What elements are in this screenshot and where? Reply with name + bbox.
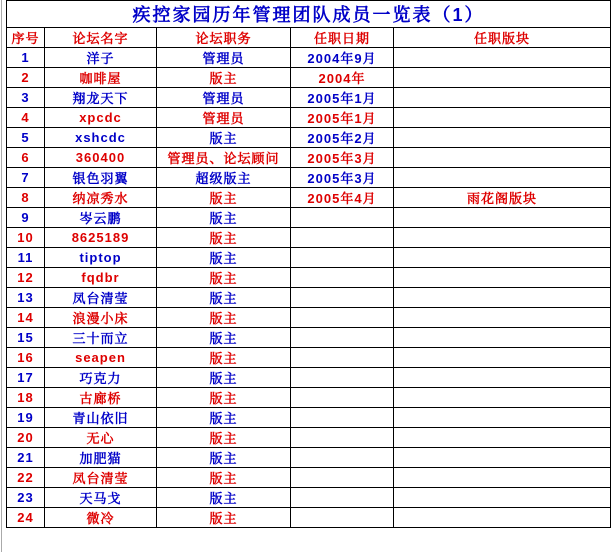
board-cell[interactable] — [394, 108, 611, 128]
row-number-cell[interactable]: 19 — [7, 408, 45, 428]
appointment-date-cell[interactable] — [291, 408, 394, 428]
table-row — [7, 328, 611, 348]
board-cell[interactable] — [394, 368, 611, 388]
table-row — [7, 128, 611, 148]
forum-role-cell[interactable]: 版主 — [157, 488, 291, 508]
table-row — [7, 288, 611, 308]
board-cell[interactable]: 雨花阁版块 — [394, 188, 611, 208]
row-number-cell[interactable]: 23 — [7, 488, 45, 508]
row-number-cell[interactable]: 6 — [7, 148, 45, 168]
row-number-cell[interactable]: 4 — [7, 108, 45, 128]
board-cell[interactable] — [394, 288, 611, 308]
board-cell[interactable] — [394, 68, 611, 88]
forum-role-cell[interactable]: 管理员 — [157, 108, 291, 128]
forum-name-cell[interactable]: 银色羽翼 — [45, 168, 157, 188]
table-row — [7, 88, 611, 108]
board-cell[interactable] — [394, 508, 611, 528]
forum-name-cell[interactable]: 浪漫小床 — [45, 308, 157, 328]
forum-role-cell[interactable]: 版主 — [157, 128, 291, 148]
forum-role-cell[interactable]: 版主 — [157, 188, 291, 208]
forum-name-cell[interactable]: 8625189 — [45, 228, 157, 248]
forum-name-cell[interactable]: xshcdc — [45, 128, 157, 148]
table-row — [7, 348, 611, 368]
row-number-cell[interactable]: 15 — [7, 328, 45, 348]
forum-name-cell[interactable]: 加肥猫 — [45, 448, 157, 468]
table-row — [7, 408, 611, 428]
forum-role-cell[interactable]: 版主 — [157, 308, 291, 328]
row-number-cell[interactable]: 20 — [7, 428, 45, 448]
forum-name-cell[interactable]: 凤台清莹 — [45, 468, 157, 488]
table-row — [7, 428, 611, 448]
forum-name-cell[interactable]: xpcdc — [45, 108, 157, 128]
table-row — [7, 68, 611, 88]
board-cell[interactable] — [394, 408, 611, 428]
appointment-date-cell[interactable] — [291, 308, 394, 328]
row-number-cell[interactable]: 11 — [7, 248, 45, 268]
forum-name-cell[interactable]: 纳凉秀水 — [45, 188, 157, 208]
table-row — [7, 488, 611, 508]
forum-role-cell[interactable]: 版主 — [157, 228, 291, 248]
forum-role-cell[interactable]: 版主 — [157, 468, 291, 488]
row-number-cell[interactable]: 7 — [7, 168, 45, 188]
board-cell[interactable] — [394, 488, 611, 508]
table-row — [7, 248, 611, 268]
board-cell[interactable] — [394, 228, 611, 248]
board-cell[interactable] — [394, 428, 611, 448]
col-header-index[interactable]: 序号 — [7, 28, 45, 48]
appointment-date-cell[interactable] — [291, 208, 394, 228]
forum-name-cell[interactable]: 巧克力 — [45, 368, 157, 388]
forum-name-cell[interactable]: fqdbr — [45, 268, 157, 288]
table-row — [7, 508, 611, 528]
appointment-date-cell[interactable] — [291, 328, 394, 348]
table-row — [7, 48, 611, 68]
board-cell[interactable] — [394, 48, 611, 68]
appointment-date-cell[interactable] — [291, 288, 394, 308]
forum-role-cell[interactable]: 管理员 — [157, 88, 291, 108]
appointment-date-cell[interactable]: 2005年4月 — [291, 188, 394, 208]
table-body — [7, 48, 611, 528]
forum-role-cell[interactable]: 版主 — [157, 368, 291, 388]
forum-role-cell[interactable]: 版主 — [157, 428, 291, 448]
appointment-date-cell[interactable] — [291, 228, 394, 248]
board-cell[interactable] — [394, 348, 611, 368]
table-title-row — [7, 1, 611, 28]
col-header-forum-role[interactable]: 论坛职务 — [157, 28, 291, 48]
forum-name-cell[interactable]: 翔龙天下 — [45, 88, 157, 108]
table-row — [7, 468, 611, 488]
board-cell[interactable] — [394, 148, 611, 168]
appointment-date-cell[interactable] — [291, 268, 394, 288]
table-header-row — [7, 28, 611, 48]
forum-role-cell[interactable]: 版主 — [157, 208, 291, 228]
forum-role-cell[interactable]: 版主 — [157, 328, 291, 348]
page-edge-line — [1, 0, 2, 552]
row-number-cell[interactable]: 24 — [7, 508, 45, 528]
row-number-cell[interactable]: 21 — [7, 448, 45, 468]
appointment-date-cell[interactable]: 2004年 — [291, 68, 394, 88]
appointment-date-cell[interactable] — [291, 488, 394, 508]
row-number-cell[interactable]: 12 — [7, 268, 45, 288]
forum-name-cell[interactable]: 青山依旧 — [45, 408, 157, 428]
row-number-cell[interactable]: 10 — [7, 228, 45, 248]
row-number-cell[interactable]: 9 — [7, 208, 45, 228]
table-row — [7, 108, 611, 128]
table-row — [7, 368, 611, 388]
col-header-forum-name[interactable]: 论坛名字 — [45, 28, 157, 48]
forum-name-cell[interactable]: 三十而立 — [45, 328, 157, 348]
appointment-date-cell[interactable]: 2005年1月 — [291, 108, 394, 128]
forum-name-cell[interactable]: 古廊桥 — [45, 388, 157, 408]
board-cell[interactable] — [394, 468, 611, 488]
table-row — [7, 228, 611, 248]
forum-name-cell[interactable]: 360400 — [45, 148, 157, 168]
row-number-cell[interactable]: 17 — [7, 368, 45, 388]
board-cell[interactable] — [394, 388, 611, 408]
board-cell[interactable] — [394, 328, 611, 348]
appointment-date-cell[interactable] — [291, 508, 394, 528]
forum-role-cell[interactable]: 版主 — [157, 348, 291, 368]
appointment-date-cell[interactable]: 2004年9月 — [291, 48, 394, 68]
forum-role-cell[interactable]: 版主 — [157, 448, 291, 468]
forum-name-cell[interactable]: tiptop — [45, 248, 157, 268]
forum-role-cell[interactable]: 版主 — [157, 288, 291, 308]
table-row — [7, 148, 611, 168]
team-roster-table — [6, 0, 611, 528]
table-row — [7, 268, 611, 288]
appointment-date-cell[interactable] — [291, 348, 394, 368]
forum-role-cell[interactable]: 版主 — [157, 248, 291, 268]
table-row — [7, 448, 611, 468]
row-number-cell[interactable]: 16 — [7, 348, 45, 368]
board-cell[interactable] — [394, 168, 611, 188]
board-cell[interactable] — [394, 88, 611, 108]
appointment-date-cell[interactable] — [291, 448, 394, 468]
forum-name-cell[interactable]: 咖啡屋 — [45, 68, 157, 88]
forum-role-cell[interactable]: 管理员、论坛顾问 — [157, 148, 291, 168]
appointment-date-cell[interactable] — [291, 428, 394, 448]
forum-name-cell[interactable]: 岑云鹏 — [45, 208, 157, 228]
appointment-date-cell[interactable]: 2005年1月 — [291, 88, 394, 108]
forum-name-cell[interactable]: 天马戈 — [45, 488, 157, 508]
row-number-cell[interactable]: 18 — [7, 388, 45, 408]
table-row — [7, 168, 611, 188]
row-number-cell[interactable]: 3 — [7, 88, 45, 108]
appointment-date-cell[interactable] — [291, 368, 394, 388]
forum-name-cell[interactable]: 无心 — [45, 428, 157, 448]
forum-name-cell[interactable]: 微冷 — [45, 508, 157, 528]
appointment-date-cell[interactable] — [291, 388, 394, 408]
table-row — [7, 308, 611, 328]
forum-role-cell[interactable]: 版主 — [157, 268, 291, 288]
appointment-date-cell[interactable] — [291, 248, 394, 268]
forum-role-cell[interactable]: 超级版主 — [157, 168, 291, 188]
forum-role-cell[interactable]: 版主 — [157, 68, 291, 88]
board-cell[interactable] — [394, 128, 611, 148]
forum-role-cell[interactable]: 版主 — [157, 408, 291, 428]
forum-role-cell[interactable]: 管理员 — [157, 48, 291, 68]
table-row — [7, 188, 611, 208]
appointment-date-cell[interactable]: 2005年3月 — [291, 148, 394, 168]
row-number-cell[interactable]: 1 — [7, 48, 45, 68]
appointment-date-cell[interactable]: 2005年3月 — [291, 168, 394, 188]
board-cell[interactable] — [394, 248, 611, 268]
board-cell[interactable] — [394, 448, 611, 468]
page-title: 疾控家园历年管理团队成员一览表（1） — [7, 1, 611, 28]
table-row — [7, 388, 611, 408]
row-number-cell[interactable]: 2 — [7, 68, 45, 88]
col-header-date[interactable]: 任职日期 — [291, 28, 394, 48]
forum-role-cell[interactable]: 版主 — [157, 508, 291, 528]
appointment-date-cell[interactable]: 2005年2月 — [291, 128, 394, 148]
board-cell[interactable] — [394, 268, 611, 288]
row-number-cell[interactable]: 8 — [7, 188, 45, 208]
row-number-cell[interactable]: 13 — [7, 288, 45, 308]
forum-name-cell[interactable]: 洋子 — [45, 48, 157, 68]
forum-name-cell[interactable]: seapen — [45, 348, 157, 368]
row-number-cell[interactable]: 5 — [7, 128, 45, 148]
row-number-cell[interactable]: 14 — [7, 308, 45, 328]
board-cell[interactable] — [394, 208, 611, 228]
col-header-board[interactable]: 任职版块 — [394, 28, 611, 48]
table-row — [7, 208, 611, 228]
forum-role-cell[interactable]: 版主 — [157, 388, 291, 408]
appointment-date-cell[interactable] — [291, 468, 394, 488]
row-number-cell[interactable]: 22 — [7, 468, 45, 488]
board-cell[interactable] — [394, 308, 611, 328]
forum-name-cell[interactable]: 凤台清莹 — [45, 288, 157, 308]
